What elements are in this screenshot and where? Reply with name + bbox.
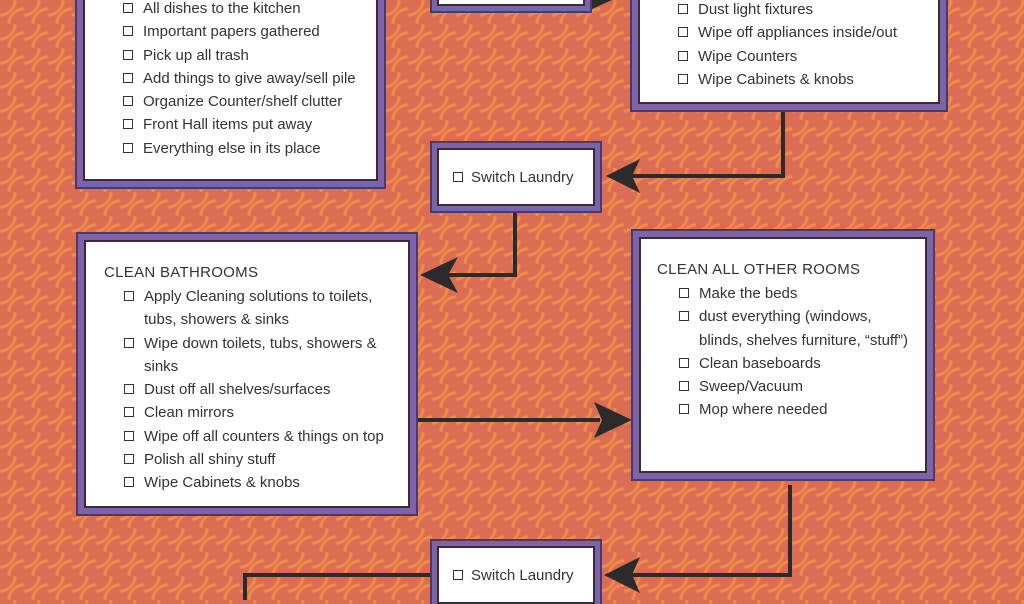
list-item[interactable]: Wipe off appliances inside/out: [678, 21, 938, 44]
arrowhead-5: [604, 557, 640, 593]
list-item[interactable]: Important papers gathered: [123, 20, 376, 43]
list-item[interactable]: Wipe Cabinets & knobs: [678, 68, 938, 91]
list-item[interactable]: Wipe Cabinets & knobs: [124, 471, 396, 494]
bathrooms-title: CLEAN BATHROOMS: [104, 264, 259, 281]
list-item[interactable]: All dishes to the kitchen: [123, 0, 376, 20]
pickup-box: [83, 0, 378, 181]
list-item[interactable]: Sweep/Vacuum: [679, 375, 911, 398]
checkbox[interactable]: [453, 570, 463, 580]
list-item[interactable]: Wipe Counters: [678, 45, 938, 68]
list-item[interactable]: Make the beds: [679, 282, 911, 305]
list-item[interactable]: Add things to give away/sell pile: [123, 67, 376, 90]
list-item[interactable]: dust everything (windows, blinds, shelves furniture, “stuff”): [679, 305, 911, 352]
checkbox[interactable]: [453, 172, 463, 182]
list-item[interactable]: Clean baseboards: [679, 352, 911, 375]
laundry-label: Switch Laundry: [471, 168, 574, 186]
arrow-laundry-to-bathrooms: [440, 212, 515, 275]
arrowhead-4: [594, 402, 632, 438]
list-item[interactable]: Apply Cleaning solutions to toilets, tubs, showers & sinks: [124, 285, 396, 332]
top-partial-box: [437, 0, 585, 6]
list-item[interactable]: Dust light fixtures: [678, 0, 938, 21]
kitchen-box: [638, 0, 940, 104]
list-item[interactable]: Wipe down toilets, tubs, showers & sinks: [124, 332, 396, 379]
arrow-kitchen-to-laundry: [630, 108, 783, 176]
kitchen-list: [678, 0, 938, 91]
arrowhead-2: [606, 159, 640, 193]
other-rooms-title: CLEAN ALL OTHER ROOMS: [657, 261, 861, 278]
list-item[interactable]: Wipe off all counters & things on top: [124, 425, 396, 448]
arrow-rooms-to-laundry: [632, 485, 790, 575]
arrowhead-3: [420, 257, 458, 293]
list-item[interactable]: Dust off all shelves/surfaces: [124, 378, 396, 401]
list-item[interactable]: Clean mirrors: [124, 401, 396, 424]
list-item[interactable]: Pick up all trash: [123, 44, 376, 67]
list-item[interactable]: Front Hall items put away: [123, 113, 376, 136]
pickup-list: [123, 0, 376, 160]
arrowhead-1: [590, 0, 612, 10]
switch-laundry-box-1: [437, 148, 595, 206]
switch-laundry-box-2: [437, 546, 595, 604]
bathrooms-box: [84, 240, 410, 508]
laundry-label: Switch Laundry: [471, 566, 574, 584]
other-rooms-box: [639, 237, 927, 473]
other-rooms-list: [657, 282, 911, 422]
list-item[interactable]: Mop where needed: [679, 398, 911, 421]
list-item[interactable]: Organize Counter/shelf clutter: [123, 90, 376, 113]
list-item[interactable]: Everything else in its place: [123, 137, 376, 160]
bathrooms-list: [104, 285, 396, 495]
list-item[interactable]: Polish all shiny stuff: [124, 448, 396, 471]
arrow-laundry-continue: [245, 575, 432, 600]
